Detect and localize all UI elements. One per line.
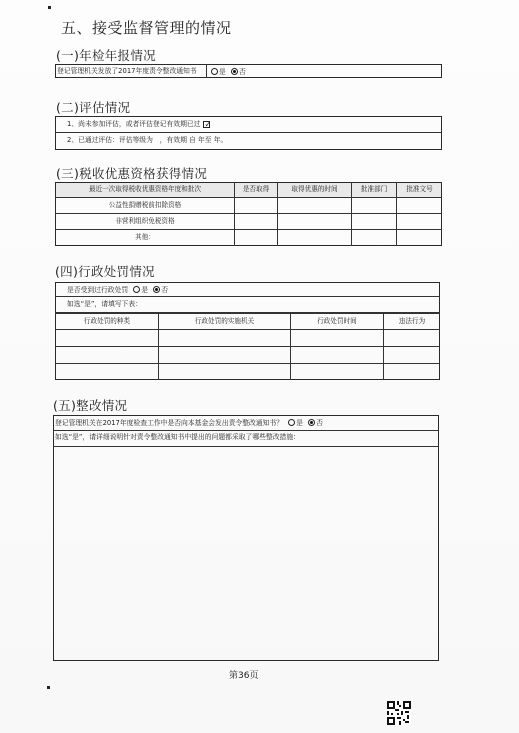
tax-header-year: 最近一次取得税收优惠资格年度和批次	[88, 185, 202, 193]
section-main-title: 五、接受监督管理的情况	[61, 19, 232, 37]
penalty-yes-radio[interactable]	[133, 286, 140, 293]
tax-row-other: 其他：	[135, 233, 155, 241]
penalty-question-line	[67, 286, 168, 294]
penalty-no-radio[interactable]	[153, 286, 160, 293]
penalty-header-agency: 行政处罚的实施机关	[194, 317, 255, 325]
tax-row-nonprofit: 非营利组织免税资格	[115, 217, 175, 225]
section-annual-title: (一)年检年报情况	[56, 48, 156, 63]
section-rectify-title: (五)整改情况	[53, 398, 128, 413]
section-penalty-title: (四)行政处罚情况	[55, 264, 155, 279]
section-tax-title: (三)税收优惠资格获得情况	[56, 166, 208, 181]
rectify-question-line	[55, 419, 323, 427]
penalty-question: 是否受到过行政处罚	[67, 286, 129, 294]
tax-header-time: 取得优惠的时间	[291, 185, 338, 193]
rectify-no-radio[interactable]	[308, 419, 315, 426]
tax-header-obtained: 是否取得	[242, 185, 270, 193]
annual-no-radio[interactable]	[231, 68, 238, 75]
penalty-header-type: 行政处罚的种类	[83, 317, 131, 325]
tax-header-docno: 批准文号	[406, 185, 433, 193]
check-icon: ✓	[204, 120, 212, 129]
evaluation-line2: 2、已通过评估：评估等级为 ，有效期 自 年至 年。	[67, 136, 228, 144]
annual-options	[208, 68, 246, 76]
penalty-yes-label: 是	[141, 286, 149, 294]
annual-no-label: 否	[238, 68, 246, 76]
penalty-header-time: 行政处罚时间	[317, 317, 357, 325]
tax-row-donation: 公益性捐赠税前扣除资格	[108, 201, 182, 209]
penalty-fill-note: 如选“是”，请填写下表：	[67, 300, 143, 308]
annual-yes-radio[interactable]	[211, 68, 218, 75]
evaluation-line1	[67, 121, 210, 128]
page-number: 第36页	[229, 671, 259, 681]
annual-yes-label: 是	[219, 68, 226, 76]
scan-mark	[47, 686, 50, 689]
evaluation-line1-text: 1、尚未参加评估，或者评估登记有效期已过	[67, 120, 201, 128]
rectify-yes-label: 是	[296, 419, 303, 427]
penalty-no-label: 否	[161, 286, 169, 294]
rectify-no-label: 否	[316, 419, 323, 427]
scan-mark	[48, 6, 51, 9]
annual-question: 登记管理机关发放了2017年度责令整改通知书	[57, 67, 197, 75]
evaluation-checkbox[interactable]	[203, 121, 210, 128]
rectify-yes-radio[interactable]	[288, 419, 295, 426]
section-evaluation-title: (二)评估情况	[56, 100, 131, 115]
qr-code-icon	[387, 701, 411, 725]
penalty-header-violation: 违法行为	[398, 317, 426, 325]
rectify-note: 如选“是”，请详细说明针对责令整改通知书中提出的问题都采取了哪些整改措施：	[55, 433, 300, 441]
rectify-measures-area[interactable]	[59, 450, 434, 656]
rectify-question: 登记管理机关在2017年度检查工作中是否向本基金会发出责令整改通知书？	[55, 419, 283, 427]
tax-header-dept: 批准部门	[360, 185, 388, 193]
